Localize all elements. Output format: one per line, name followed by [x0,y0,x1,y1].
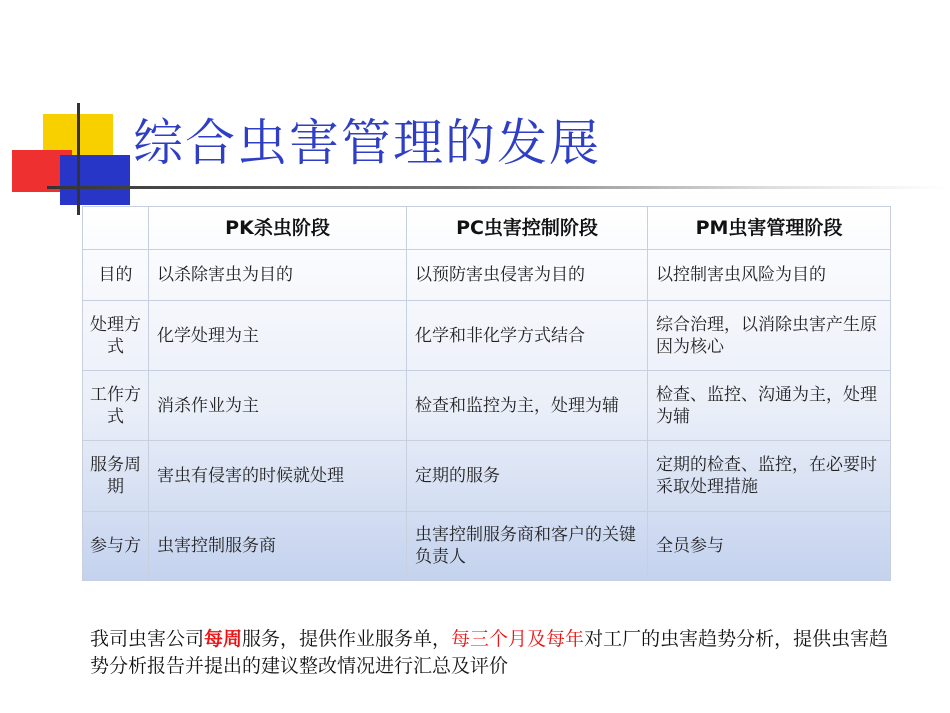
table-row [83,512,891,581]
cell-pk: 消杀作业为主 [149,371,407,441]
table-row [83,371,891,441]
header-cell-pk: PK杀虫阶段 [149,207,407,250]
footer-text-1: 我司虫害公司 [90,628,205,650]
decor-blue-square [60,155,130,205]
row-label: 处理方式 [83,301,149,371]
cell-pk: 以杀除害虫为目的 [149,250,407,301]
header-cell-pm: PM虫害管理阶段 [648,207,891,250]
decor-title-underline [47,186,947,189]
cell-pc: 虫害控制服务商和客户的关键负责人 [407,512,648,581]
cell-pk: 虫害控制服务商 [149,512,407,581]
comparison-table [82,206,891,581]
cell-pc: 化学和非化学方式结合 [407,301,648,371]
cell-pm: 综合治理，以消除虫害产生原因为核心 [648,301,891,371]
cell-pk: 化学处理为主 [149,301,407,371]
header-cell-empty [83,207,149,250]
table-row [83,441,891,512]
row-label: 参与方 [83,512,149,581]
footer-text-3: 对工厂的虫害趋势分析，提供虫害趋势分析报告并提出的建议整改情况进行汇总及评价 [90,628,889,677]
cell-pm: 以控制害虫风险为目的 [648,250,891,301]
cell-pm: 检查、监控、沟通为主，处理为辅 [648,371,891,441]
cell-pm: 全员参与 [648,512,891,581]
header-cell-pc: PC虫害控制阶段 [407,207,648,250]
footer-note [90,626,890,680]
row-label: 服务周期 [83,441,149,512]
row-label: 工作方式 [83,371,149,441]
footer-highlight-weekly: 每周 [204,628,243,650]
slide-title: 综合虫害管理的发展 [133,114,601,172]
cell-pk: 害虫有侵害的时候就处理 [149,441,407,512]
table-header-row [83,207,891,250]
row-label: 目的 [83,250,149,301]
cell-pm: 定期的检查、监控，在必要时采取处理措施 [648,441,891,512]
table-row [83,301,891,371]
table-row [83,250,891,301]
cell-pc: 检查和监控为主，处理为辅 [407,371,648,441]
cell-pc: 定期的服务 [407,441,648,512]
cell-pc: 以预防害虫侵害为目的 [407,250,648,301]
decor-vertical-line [77,103,80,215]
footer-text-2: 服务，提供作业服务单， [242,628,452,650]
footer-highlight-quarterly-yearly: 每三个月及每年 [451,628,585,650]
